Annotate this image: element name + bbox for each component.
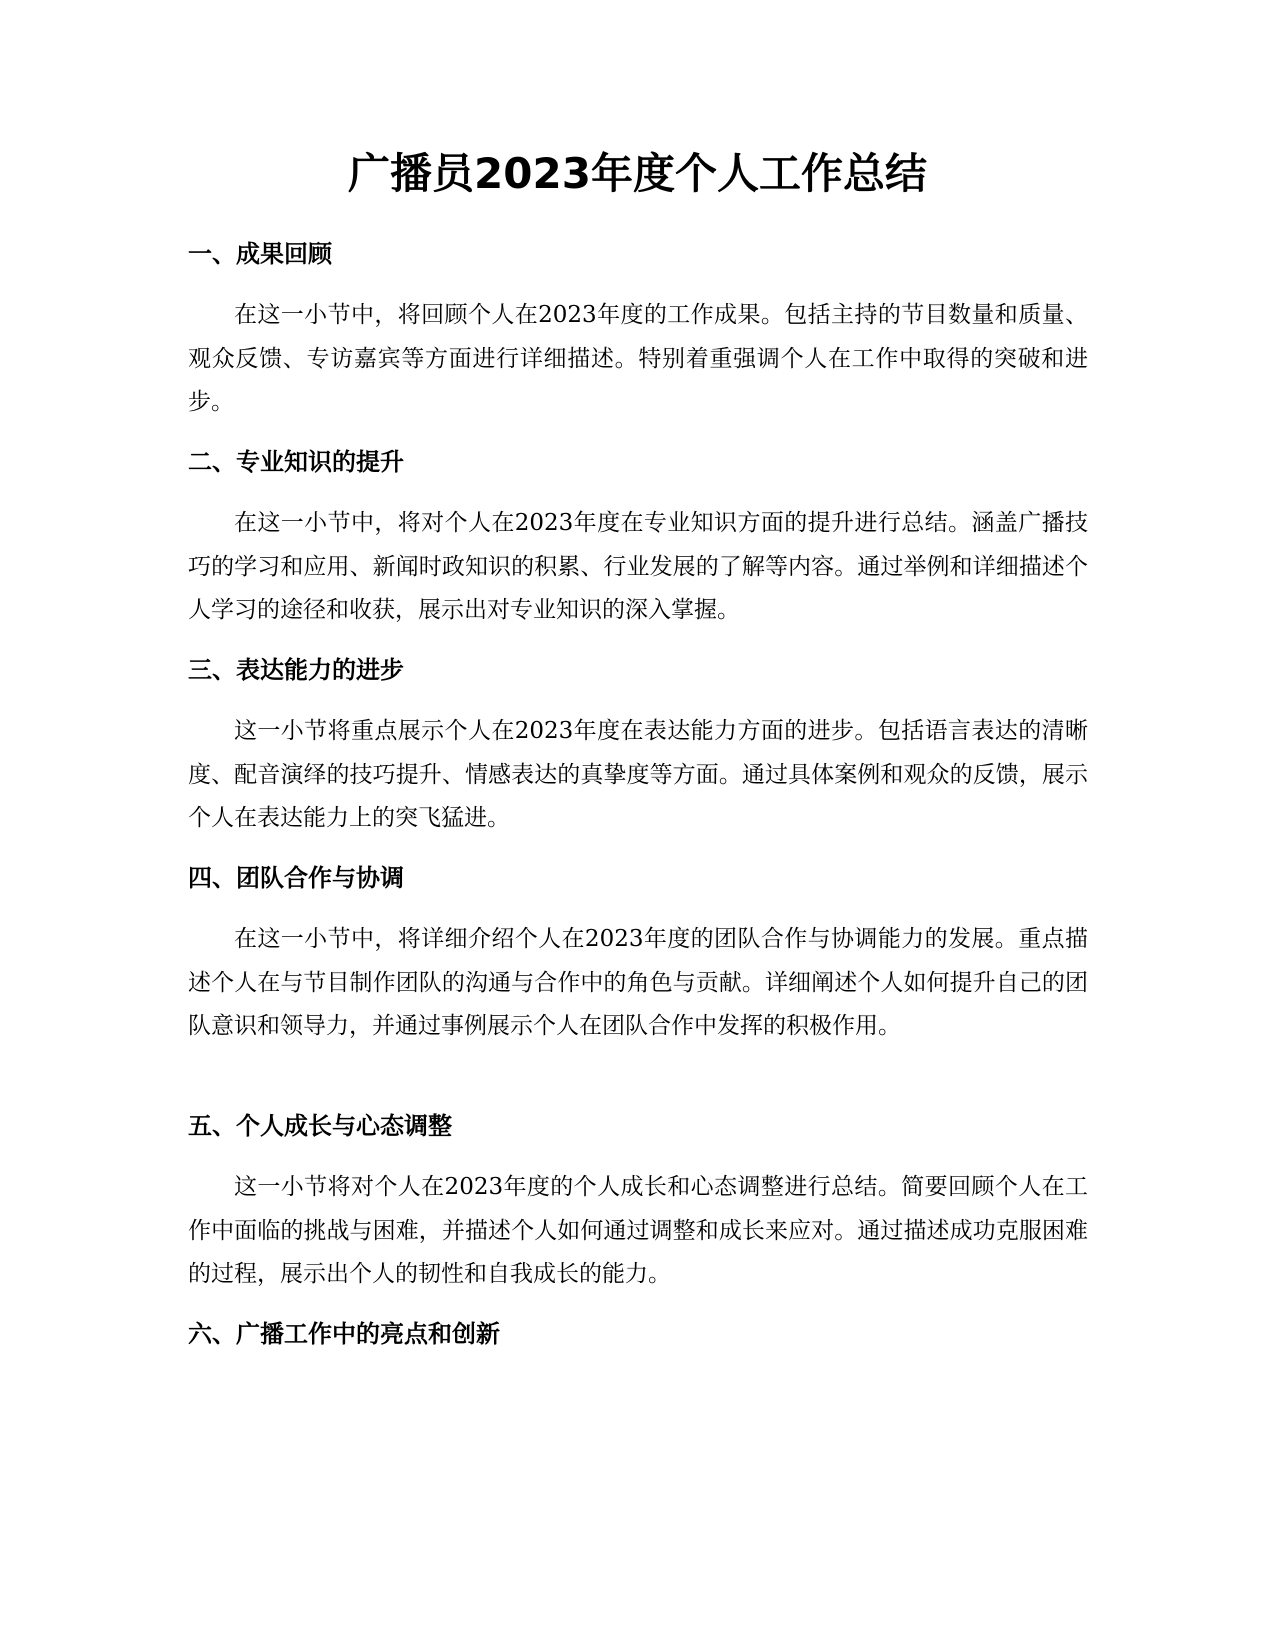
section-paragraph-1: 在这一小节中，将回顾个人在2023年度的工作成果。包括主持的节目数量和质量、观众反馈、专访嘉宾等方面进行详细描述。特别着重强调个人在工作中取得的突破和进步。 xyxy=(188,302,1088,415)
section-heading-1: 一、成果回顾 xyxy=(188,240,332,268)
section-paragraph-5: 这一小节将对个人在2023年度的个人成长和心态调整进行总结。简要回顾个人在工作中面临的挑战与困难，并描述个人如何通过调整和成长来应对。通过描述成功克服困难的过程，展示出个人的韧性和自我成长的能力。 xyxy=(188,1174,1088,1287)
document-title: 广播员2023年度个人工作总结 xyxy=(348,149,927,198)
section-paragraph-4: 在这一小节中，将详细介绍个人在2023年度的团队合作与协调能力的发展。重点描述个人在与节目制作团队的沟通与合作中的角色与贡献。详细阐述个人如何提升自己的团队意识和领导力，并通过事例展示个人在团队合作中发挥的积极作用。 xyxy=(188,926,1088,1039)
section-heading-2: 二、专业知识的提升 xyxy=(188,448,404,476)
section-heading-5: 五、个人成长与心态调整 xyxy=(188,1112,452,1140)
section-heading-4: 四、团队合作与协调 xyxy=(188,864,404,892)
section-paragraph-2: 在这一小节中，将对个人在2023年度在专业知识方面的提升进行总结。涵盖广播技巧的学习和应用、新闻时政知识的积累、行业发展的了解等内容。通过举例和详细描述个人学习的途径和收获，展示出对专业知识的深入掌握。 xyxy=(188,510,1088,623)
section-heading-3: 三、表达能力的进步 xyxy=(188,656,404,684)
section-paragraph-3: 这一小节将重点展示个人在2023年度在表达能力方面的进步。包括语言表达的清晰度、配音演绎的技巧提升、情感表达的真挚度等方面。通过具体案例和观众的反馈，展示个人在表达能力上的突飞猛进。 xyxy=(188,718,1088,831)
section-heading-6: 六、广播工作中的亮点和创新 xyxy=(188,1320,500,1348)
